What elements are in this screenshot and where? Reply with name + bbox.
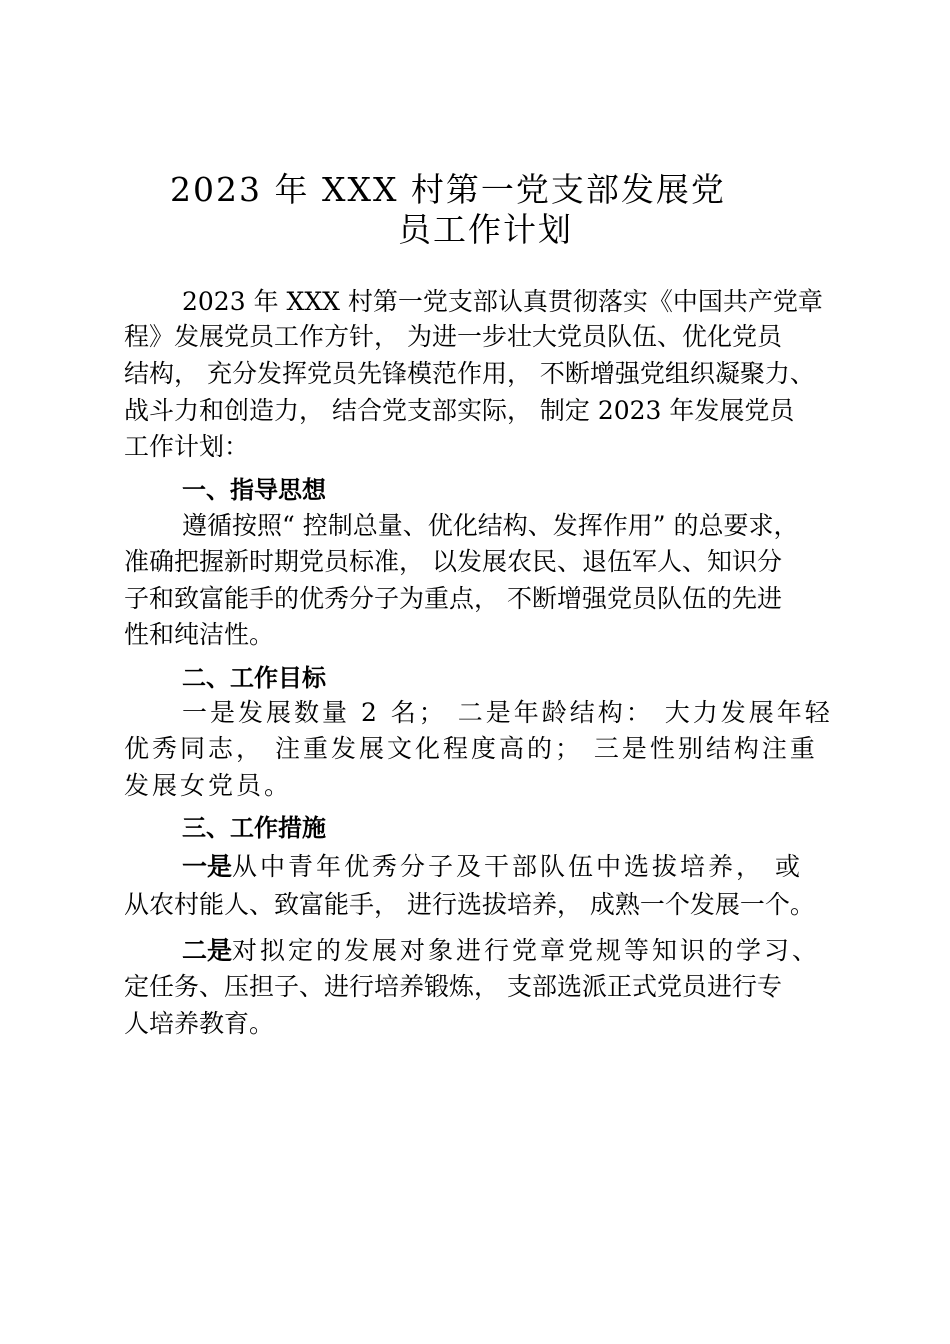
intro-line: 工作计划： bbox=[124, 432, 250, 461]
measure-item-2-line-1 bbox=[182, 936, 820, 966]
measure-item-2-lead: 二是 bbox=[182, 936, 233, 965]
intro-line: 程》发展党员工作方针， 为进一步壮大党员队伍、优化党员 bbox=[124, 322, 782, 351]
section1-line: 子和致富能手的优秀分子为重点， 不断增强党员队伍的先进 bbox=[124, 584, 782, 613]
intro-line: 2023 年 XXX 村第一党支部认真贯彻落实《中国共产党章 bbox=[182, 287, 823, 316]
section1-line: 性和纯洁性。 bbox=[124, 620, 275, 649]
section2-line: 优秀同志， 注重发展文化程度高的； 三是性别结构注重 bbox=[124, 734, 818, 763]
section2-line: 发展女党员。 bbox=[124, 771, 293, 800]
document-title-line-2: 员工作计划 bbox=[398, 210, 573, 249]
section-heading-work-measures: 三、工作措施 bbox=[182, 814, 326, 842]
measure-item-1-line-1 bbox=[182, 852, 803, 882]
measure-item-1-lead: 一是 bbox=[182, 852, 233, 881]
section-heading-guiding-thought: 一、指导思想 bbox=[182, 476, 326, 504]
measure-item-1-text: 从中青年优秀分子及干部队伍中选拔培养， 或 bbox=[232, 852, 803, 881]
measure-item-1-line-2: 从农村能人、致富能手， 进行选拔培养， 成熟一个发展一个。 bbox=[124, 890, 815, 919]
document-title-line-1: 2023 年 XXX 村第一党支部发展党 bbox=[170, 170, 726, 209]
measure-item-2-text: 对拟定的发展对象进行党章党规等知识的学习、 bbox=[232, 936, 821, 965]
intro-line: 结构， 充分发挥党员先锋模范作用， 不断增强党组织凝聚力、 bbox=[124, 359, 815, 388]
section1-line: 准确把握新时期党员标准， 以发展农民、退伍军人、知识分 bbox=[124, 547, 782, 576]
measure-item-2-line-3: 人培养教育。 bbox=[124, 1009, 275, 1038]
section1-line: 遵循按照“ 控制总量、优化结构、发挥作用” 的总要求， bbox=[182, 511, 799, 540]
section2-line: 一是发展数量 2 名； 二是年龄结构： 大力发展年轻 bbox=[182, 698, 833, 727]
intro-line: 战斗力和创造力， 结合党支部实际， 制定 2023 年发展党员 bbox=[124, 396, 795, 425]
measure-item-2-line-2: 定任务、压担子、进行培养锻炼， 支部选派正式党员进行专 bbox=[124, 972, 782, 1001]
section-heading-work-goals: 二、工作目标 bbox=[182, 664, 326, 692]
